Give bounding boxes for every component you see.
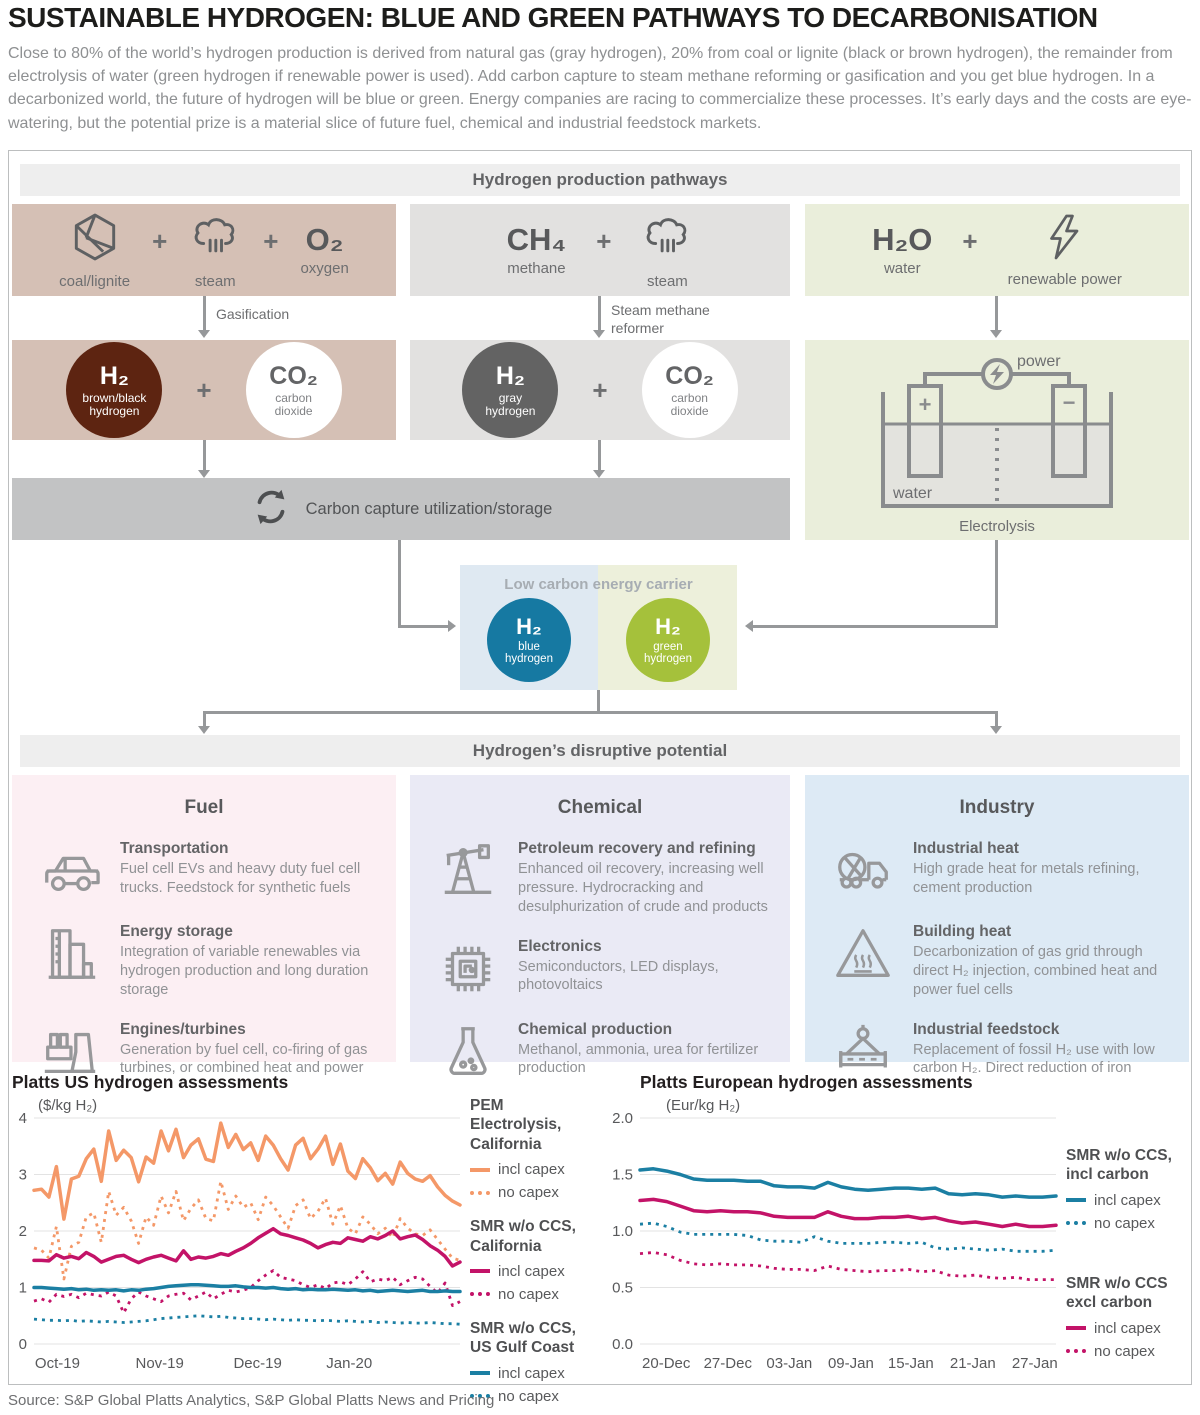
legend-label: no capex (1094, 1342, 1155, 1360)
eu-chart-legend (1066, 1146, 1198, 1376)
lightning-bolt-icon (1041, 213, 1089, 266)
arrow-methane-ccus-head (593, 470, 605, 478)
svg-text:Dec-19: Dec-19 (233, 1355, 282, 1372)
coal-label: coal/lignite (59, 272, 131, 290)
item-heading: Electronics (518, 937, 602, 955)
water-inputs-box (805, 204, 1189, 296)
list-item (805, 840, 1189, 902)
legend-entry (1066, 1320, 1198, 1337)
svg-text:09-Jan: 09-Jan (827, 1355, 874, 1372)
legend-label: incl capex (498, 1262, 565, 1280)
svg-text:2.0: 2.0 (612, 1110, 633, 1127)
chip-icon (436, 938, 500, 1000)
legend-entry (1066, 1343, 1198, 1360)
svg-text:0: 0 (18, 1336, 27, 1353)
item-text (913, 840, 1175, 898)
list-item (12, 840, 396, 902)
steam-unit (189, 211, 241, 290)
legend-label: incl capex (1094, 1319, 1161, 1337)
branch-right-head (990, 726, 1002, 734)
legend-group (1066, 1274, 1198, 1360)
arrow-methane-ccus-line (598, 440, 601, 470)
coal-inputs-box (12, 204, 396, 296)
eu-chart-plot (600, 1110, 1062, 1378)
recycle-icon (250, 486, 292, 533)
smr-label: Steam methane reformer (611, 302, 710, 336)
svg-text:20-Dec: 20-Dec (642, 1355, 691, 1372)
renewable-unit (1008, 213, 1122, 288)
dashed-line-swatch (470, 1191, 490, 1195)
legend-entry (470, 1161, 594, 1178)
svg-text:27-Dec: 27-Dec (703, 1355, 752, 1372)
legend-entry (470, 1286, 594, 1303)
legend-entry (470, 1263, 594, 1280)
steam-label: steam (194, 272, 236, 290)
legend-heading: SMR w/o CCS, US Gulf Coast (470, 1319, 576, 1357)
us-chart-legend (470, 1096, 594, 1415)
co2-circle (246, 342, 342, 438)
section-header-potential (20, 735, 1180, 767)
co2-label: carbon dioxide (670, 391, 709, 418)
list-item (12, 923, 396, 1000)
svg-text:0.0: 0.0 (612, 1336, 633, 1353)
legend-entry (470, 1365, 594, 1382)
arrow-smr-head (593, 330, 605, 338)
branch-right-v (995, 711, 998, 726)
steam-icon (189, 211, 241, 268)
item-body: High grade heat for metals refining, cement production (913, 861, 1140, 896)
connector-electrolysis-carrier-h (753, 625, 998, 628)
co2-formula: CO₂ (269, 361, 318, 390)
item-body: Replacement of fossil H₂ use with low carbon H₂. Direct reduction of iron (913, 1041, 1155, 1077)
co2-formula: CO₂ (665, 361, 714, 390)
water-label-svg: water (893, 485, 933, 502)
oxygen-formula: O₂ (305, 221, 344, 257)
legend-label: no capex (498, 1285, 559, 1303)
brown-hydrogen-circle (66, 342, 162, 438)
section-header-production-label: Hydrogen production pathways (472, 170, 728, 189)
methane-label: methane (507, 259, 566, 277)
us-chart-unit: ($/kg H₂) (38, 1097, 98, 1114)
legend-entry (1066, 1192, 1198, 1209)
arrow-gasification-head (198, 330, 210, 338)
item-body: Integration of variable renewables via hydrogen production and long duration storage (120, 944, 369, 998)
plus-sign: + (962, 225, 978, 256)
h2-formula: H₂ (99, 361, 129, 390)
section-header-potential-label: Hydrogen’s disruptive potential (472, 741, 728, 760)
h2-formula: H₂ (655, 613, 681, 639)
svg-text:21-Jan: 21-Jan (949, 1355, 996, 1372)
item-body: Semiconductors, LED displays, photovoltaics (518, 958, 719, 994)
legend-label: no capex (1094, 1214, 1155, 1232)
h2-formula: H₂ (516, 613, 542, 639)
dashed-line-swatch (1066, 1349, 1086, 1353)
item-body: Decarbonization of gas grid through direct H₂ injection, combined heat and power fuel cells (913, 944, 1158, 998)
flask-icon (436, 1021, 500, 1083)
legend-group (470, 1096, 594, 1201)
plus-sign: + (596, 225, 612, 256)
steam-label: steam (646, 272, 688, 290)
panel-fuel (12, 775, 396, 1077)
anode-plus-sign: + (918, 392, 932, 417)
coal-unit (59, 211, 130, 290)
branch-bar (203, 711, 998, 714)
section-header-production (20, 164, 1180, 196)
svg-text:1.0: 1.0 (612, 1223, 633, 1240)
water-formula: H₂O (872, 221, 933, 257)
carrier-title: Low carbon energy carrier (504, 576, 693, 593)
coal-outputs-box (12, 340, 396, 440)
svg-text:0.5: 0.5 (612, 1279, 633, 1297)
ccus-label: Carbon capture utilization/storage (305, 499, 553, 518)
item-body: Generation by fuel cell, co-firing of gas turbines, or combined heat and power (120, 1041, 368, 1077)
svg-text:15-Jan: 15-Jan (887, 1355, 934, 1372)
svg-text:3: 3 (18, 1166, 27, 1184)
svg-text:2: 2 (18, 1223, 27, 1240)
plus-sign: + (263, 225, 279, 256)
item-text (518, 938, 780, 996)
legend-label: no capex (498, 1184, 559, 1202)
co2-label: carbon dioxide (274, 391, 313, 418)
panel-title-industry: Industry (959, 797, 1035, 818)
item-heading: Industrial heat (913, 840, 1019, 857)
solid-line-swatch (470, 1168, 490, 1172)
legend-heading: SMR w/o CCS, California (470, 1218, 576, 1255)
arrow-coal-ccus-head (198, 470, 210, 478)
item-body: Fuel cell EVs and heavy duty fuel cell trucks. Feedstock for synthetic fuels (120, 861, 361, 896)
oxygen-unit (300, 221, 349, 277)
svg-text:Nov-19: Nov-19 (135, 1355, 184, 1372)
methane-unit (506, 221, 567, 277)
connector-electrolysis-carrier-v (995, 540, 998, 628)
co2-circle (642, 342, 738, 438)
item-text (518, 840, 780, 917)
legend-group (470, 1217, 594, 1303)
intro-paragraph: Close to 80% of the world’s hydrogen production is derived from natural gas (gray hydrogen), 20% from coal or lignite (black or brown hydrogen), the remainder from electrolysis of water (green hydrogen if renewable power is used). Add carbon capture to steam methane reforming or gasification and you get blue hydrogen. In a decarbonized world, the future of hydrogen will be blue or green. Energy companies are racing to commercialize these processes. It’s early days and the costs are eye-watering, but the potential prize is a material slice of future fuel, chemical and industrial feedstock markets. (8, 45, 1192, 132)
item-heading: Industrial feedstock (913, 1020, 1060, 1038)
item-text (913, 1021, 1175, 1079)
eu-chart-title: Platts European hydrogen assessments (640, 1072, 973, 1092)
svg-text:1: 1 (18, 1279, 27, 1297)
cathode-minus-sign: − (1062, 390, 1076, 415)
legend-entry (1066, 1215, 1198, 1232)
svg-text:03-Jan: 03-Jan (766, 1355, 813, 1372)
connector-ccus-carrier-h (398, 625, 448, 628)
item-text (120, 840, 382, 898)
item-text (120, 1021, 382, 1079)
arrow-smr-line (598, 296, 601, 330)
connector-electrolysis-carrier-head (745, 620, 753, 632)
heat-triangle-icon (831, 923, 895, 985)
legend-label: no capex (498, 1387, 559, 1405)
plus-sign: + (196, 374, 212, 405)
dashed-line-swatch (470, 1292, 490, 1296)
plus-sign: + (592, 374, 608, 405)
solid-line-swatch (470, 1269, 490, 1273)
power-bolt-icon (990, 364, 1004, 384)
green-hydrogen-circle (626, 598, 710, 682)
item-text (913, 923, 1175, 1000)
panel-title-fuel: Fuel (184, 797, 224, 818)
storage-icon (38, 923, 102, 985)
renewable-power-label: renewable power (1007, 270, 1122, 288)
water-label: water (883, 259, 921, 277)
branch-left-head (198, 726, 210, 734)
h2-label: gray hydrogen (485, 391, 536, 418)
item-heading: Chemical production (518, 1020, 673, 1038)
electrolysis-caption: Electrolysis (959, 518, 1035, 535)
item-body: Enhanced oil recovery, increasing well pressure. Hydrocracking and desulphurization of crude and products (518, 861, 768, 915)
derrick-icon (436, 840, 500, 902)
connector-ccus-carrier-head (448, 620, 456, 632)
us-chart-plot (8, 1110, 468, 1378)
svg-text:Oct-19: Oct-19 (34, 1355, 80, 1372)
item-heading: Petroleum recovery and refining (518, 840, 756, 857)
gray-hydrogen-circle (462, 342, 558, 438)
arrow-electrolysis-head (990, 330, 1002, 338)
list-item (410, 938, 790, 1000)
list-item (410, 840, 790, 917)
oxygen-label: oxygen (300, 259, 349, 277)
green-hydrogen-label: green hydrogen (644, 640, 692, 666)
methane-inputs-box (410, 204, 790, 296)
legend-group (1066, 1146, 1198, 1232)
item-text (120, 923, 382, 1000)
legend-entry (470, 1184, 594, 1201)
svg-text:Jan-20: Jan-20 (326, 1355, 373, 1372)
mixer-truck-icon (831, 840, 895, 902)
methane-outputs-box (410, 340, 790, 440)
legend-label: incl capex (498, 1364, 565, 1382)
item-heading: Energy storage (120, 923, 233, 940)
connector-ccus-carrier-v (398, 540, 401, 628)
electrolysis-box (805, 340, 1189, 540)
dashed-line-swatch (1066, 1221, 1086, 1225)
legend-heading: SMR w/o CCS, incl carbon (1066, 1147, 1172, 1184)
svg-text:27-Jan: 27-Jan (1011, 1355, 1058, 1372)
item-heading: Building heat (913, 923, 1012, 940)
steam-unit (641, 211, 693, 290)
power-label-svg: power (1017, 353, 1061, 370)
car-icon (38, 840, 102, 902)
methane-formula: CH₄ (506, 221, 567, 257)
page-title: SUSTAINABLE HYDROGEN: BLUE AND GREEN PATHWAYS TO DECARBONISATION (8, 2, 1098, 33)
ccus-band (12, 478, 790, 540)
list-item (805, 923, 1189, 1000)
legend-heading: PEM Electrolysis, California (470, 1097, 562, 1153)
electrolysis-diagram (805, 350, 1189, 520)
us-chart-title: Platts US hydrogen assessments (12, 1072, 289, 1092)
plus-sign: + (152, 225, 168, 256)
blue-hydrogen-circle (487, 598, 571, 682)
item-text (518, 1021, 780, 1079)
panel-industry (805, 775, 1189, 1077)
item-heading: Transportation (120, 840, 229, 857)
legend-label: incl capex (498, 1161, 565, 1179)
arrow-gasification-line (203, 296, 206, 330)
solid-line-swatch (1066, 1326, 1086, 1330)
h2-formula: H₂ (495, 361, 525, 390)
item-heading: Engines/turbines (120, 1020, 246, 1038)
svg-text:4: 4 (18, 1110, 27, 1127)
solid-line-swatch (470, 1371, 490, 1375)
eu-chart-unit: (Eur/kg H₂) (666, 1097, 741, 1114)
arrow-electrolysis-line (995, 296, 998, 330)
gasification-label: Gasification (216, 306, 290, 322)
legend-heading: SMR w/o CCS excl carbon (1066, 1274, 1168, 1312)
svg-text:1.5: 1.5 (612, 1166, 633, 1184)
legend-label: incl capex (1094, 1191, 1161, 1209)
item-body: Methanol, ammonia, urea for fertilizer production (518, 1041, 759, 1077)
water-unit (872, 221, 933, 277)
solid-line-swatch (1066, 1198, 1086, 1202)
source-line: Source: S&P Global Platts Analytics, S&P Global Platts News and Pricing (8, 1392, 495, 1409)
panel-chemical (410, 775, 790, 1077)
coal-icon (69, 211, 121, 268)
blue-hydrogen-label: blue hydrogen (505, 640, 553, 666)
arrow-coal-ccus-line (203, 440, 206, 470)
branch-left-v (203, 711, 206, 726)
h2-label: brown/black hydrogen (82, 391, 147, 418)
steam-icon (641, 211, 693, 268)
panel-title-chemical: Chemical (557, 797, 643, 818)
